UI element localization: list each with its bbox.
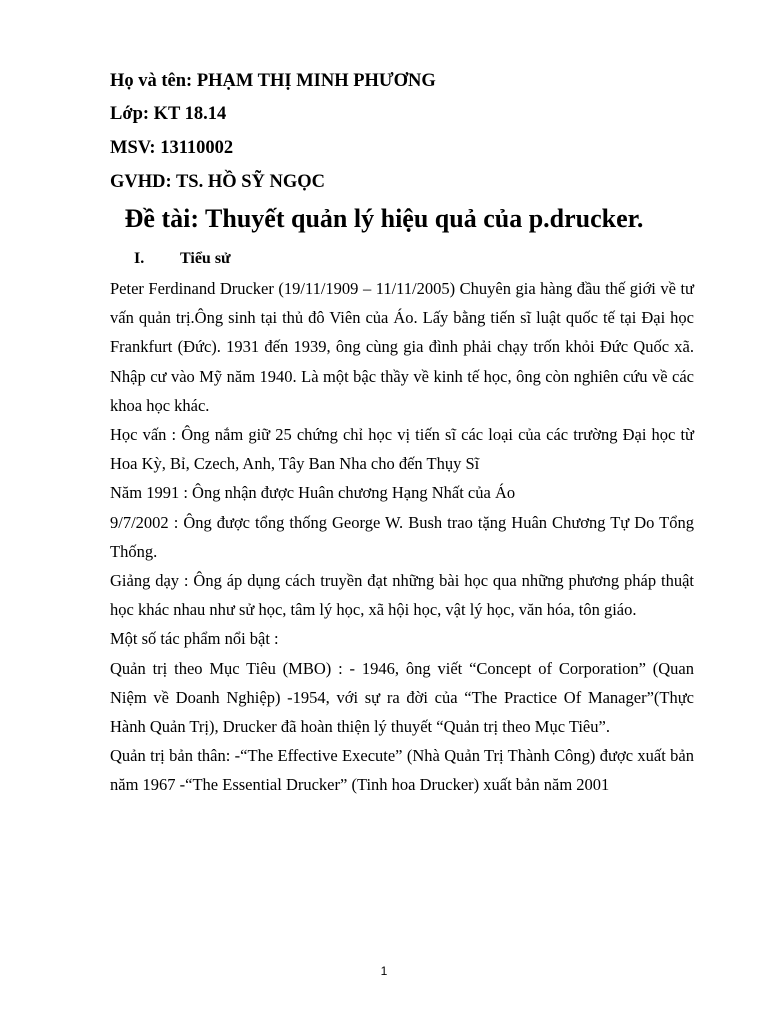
student-id-line: MSV: 13110002 [110, 138, 234, 158]
document-title: Đề tài: Thuyết quản lý hiệu quả của p.drucker. [124, 204, 644, 233]
paragraph-self-management: Quản trị bản thân: -“The Effective Execute” (Nhà Quản Trị Thành Công) được xuất bản năm 1967 -“The Essential Drucker” (Tinh hoa Drucker) xuất bản năm 2001 [110, 746, 694, 795]
document-body [110, 274, 694, 800]
paragraph-award-1991: Năm 1991 : Ông nhận được Huân chương Hạng Nhất của Áo [110, 483, 516, 503]
paragraph-teaching: Giảng dạy : Ông áp dụng cách truyền đạt những bài học qua những phương pháp thuật học khác nhau như sử học, tâm lý học, xã hội học, vật lý học, văn hóa, tôn giáo. [110, 571, 694, 620]
page-number: 1 [380, 964, 388, 978]
paragraph-works-intro: Một số tác phẩm nổi bật : [110, 629, 279, 649]
student-class-line: Lớp: KT 18.14 [110, 104, 227, 124]
paragraph-award-2002: 9/7/2002 : Ông được tổng thống George W. Bush trao tặng Huân Chương Tự Do Tổng Thống. [110, 512, 694, 561]
advisor-line: GVHD: TS. HỒ SỸ NGỌC [110, 172, 326, 192]
paragraph-mbo: Quản trị theo Mục Tiêu (MBO) : - 1946, ông viết “Concept of Corporation” (Quan Niệm về Doanh Nghiệp) -1954, với sự ra đời của “The Practice Of Manager”(Thực Hành Quản Trị), Drucker đã hoàn thiện lý thuyết “Quản trị theo Mục Tiêu”. [110, 658, 694, 737]
section-number: I. [134, 250, 145, 267]
paragraph-education: Học vấn : Ông nắm giữ 25 chứng chỉ học vị tiến sĩ các loại của các trường Đại học từ Hoa Kỳ, Bỉ, Czech, Anh, Tây Ban Nha cho đến Thụy Sĩ [110, 425, 694, 474]
section-heading-text: Tiểu sử [180, 250, 231, 267]
student-name-line: Họ và tên: PHẠM THỊ MINH PHƯƠNG [110, 71, 436, 91]
paragraph-biography: Peter Ferdinand Drucker (19/11/1909 – 11/11/2005) Chuyên gia hàng đầu thế giới về tư vấn quản trị.Ông sinh tại thủ đô Viên của Áo. Lấy bằng tiến sĩ luật quốc tế tại Đại học Frankfurt (Đức). 1931 đến 1939, ông cùng gia đình phải chạy trốn khỏi Đức Quốc xã. Nhập cư vào Mỹ năm 1940. Là một bậc thầy về kinh tế học, ông còn nghiên cứu về các khoa học khác. [110, 279, 694, 415]
section-heading [134, 249, 231, 269]
